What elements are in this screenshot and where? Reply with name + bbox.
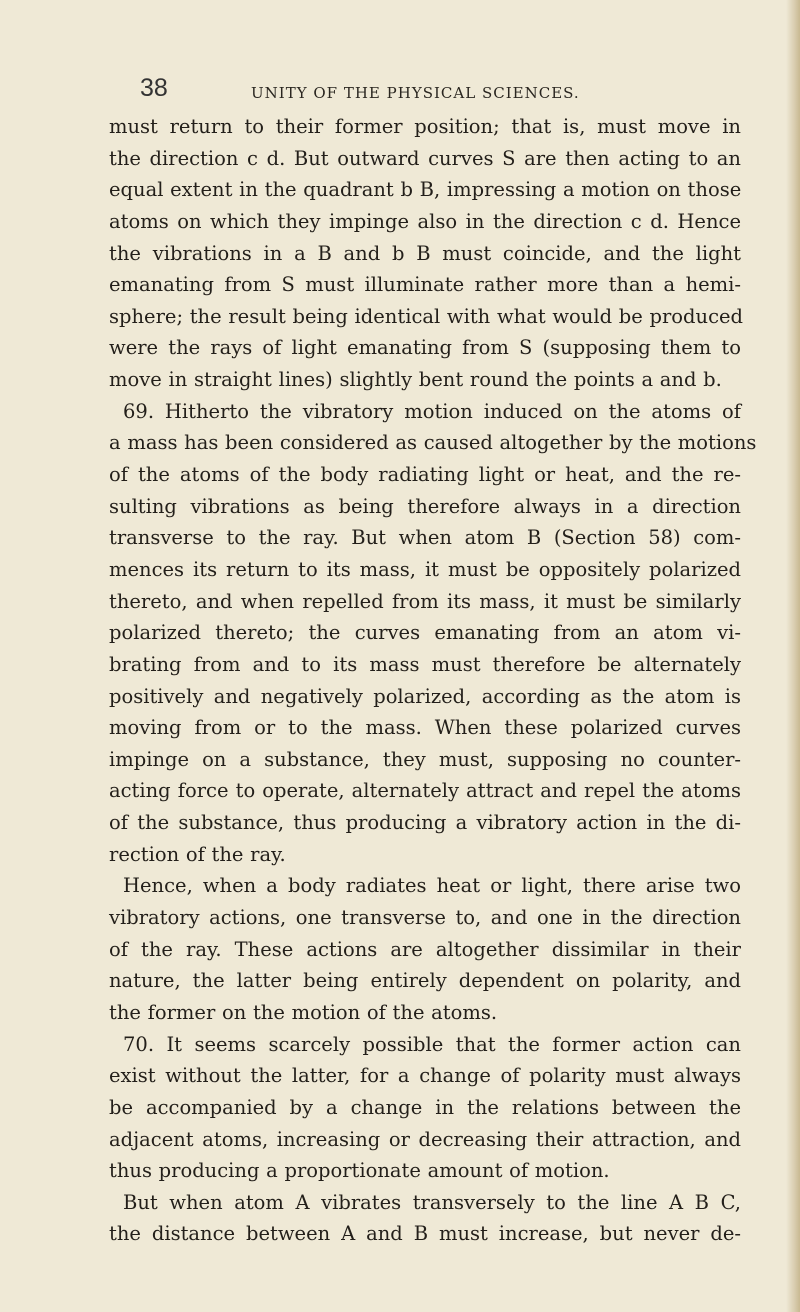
- text-line: the vibrations in a B and b B must coincide, and the light: [109, 241, 741, 265]
- text-line: thus producing a proportionate amount of motion.: [109, 1159, 610, 1183]
- running-head: UNITY OF THE PHYSICAL SCIENCES.: [251, 84, 580, 102]
- paragraph-69-start: 69. Hitherto the vibratory motion induced on the atoms of: [123, 399, 741, 423]
- page-number: 38: [140, 74, 168, 102]
- text-line: exist without the latter, for a change of polarity must always: [109, 1064, 741, 1088]
- text-line: of the substance, thus producing a vibratory action in the di-: [109, 811, 741, 835]
- text-line: sphere; the result being identical with what would be produced: [109, 304, 744, 328]
- text-line: a mass has been considered as caused altogether by the motions: [109, 431, 757, 455]
- paragraph-but-start: But when atom A vibrates transversely to the line A B C,: [123, 1190, 741, 1214]
- text-line: equal extent in the quadrant b B, impressing a motion on those: [109, 178, 742, 202]
- paragraph-70-start: 70. It seems scarcely possible that the former action can: [123, 1032, 741, 1056]
- text-line: atoms on which they impinge also in the direction c d. Hence: [109, 209, 741, 233]
- text-line: be accompanied by a change in the relations between the: [109, 1095, 741, 1119]
- text-line: acting force to operate, alternately attract and repel the atoms: [109, 779, 741, 803]
- text-line: were the rays of light emanating from S (supposing them to: [109, 336, 741, 360]
- text-line: moving from or to the mass. When these polarized curves: [109, 716, 741, 740]
- paragraph-hence-start: Hence, when a body radiates heat or light, there arise two: [123, 874, 741, 898]
- text-line: transverse to the ray. But when atom B (Section 58) com-: [109, 526, 741, 550]
- text-line: move in straight lines) slightly bent round the points a and b.: [109, 368, 722, 392]
- text-line: rection of the ray.: [109, 842, 286, 866]
- text-line: must return to their former position; that is, must move in: [109, 115, 741, 138]
- text-line: of the atoms of the body radiating light or heat, and the re-: [109, 463, 741, 487]
- text-line: vibratory actions, one transverse to, and one in the direction: [109, 906, 741, 930]
- text-line: the former on the motion of the atoms.: [109, 1000, 498, 1024]
- text-line: polarized thereto; the curves emanating from an atom vi-: [109, 621, 741, 645]
- page-edge-shadow: [786, 0, 800, 1312]
- text-line: adjacent atoms, increasing or decreasing their attraction, and: [109, 1127, 741, 1151]
- text-line: impinge on a substance, they must, supposing no counter-: [109, 747, 741, 771]
- text-line: thereto, and when repelled from its mass, it must be similarly: [109, 589, 741, 613]
- text-line: mences its return to its mass, it must be oppositely polarized: [109, 557, 741, 581]
- text-line: sulting vibrations as being therefore always in a direction: [109, 494, 741, 518]
- text-line: the distance between A and B must increase, but never de-: [109, 1222, 741, 1246]
- text-line: of the ray. These actions are altogether dissimilar in their: [109, 937, 741, 961]
- text-line: the direction c d. But outward curves S are then acting to an: [109, 146, 741, 170]
- text-line: positively and negatively polarized, according as the atom is: [109, 684, 741, 708]
- text-line: nature, the latter being entirely dependent on polarity, and: [109, 969, 741, 993]
- text-line: emanating from S must illuminate rather more than a hemi-: [109, 273, 741, 297]
- body-text: [109, 111, 757, 1250]
- text-line: brating from and to its mass must therefore be alternately: [109, 652, 741, 676]
